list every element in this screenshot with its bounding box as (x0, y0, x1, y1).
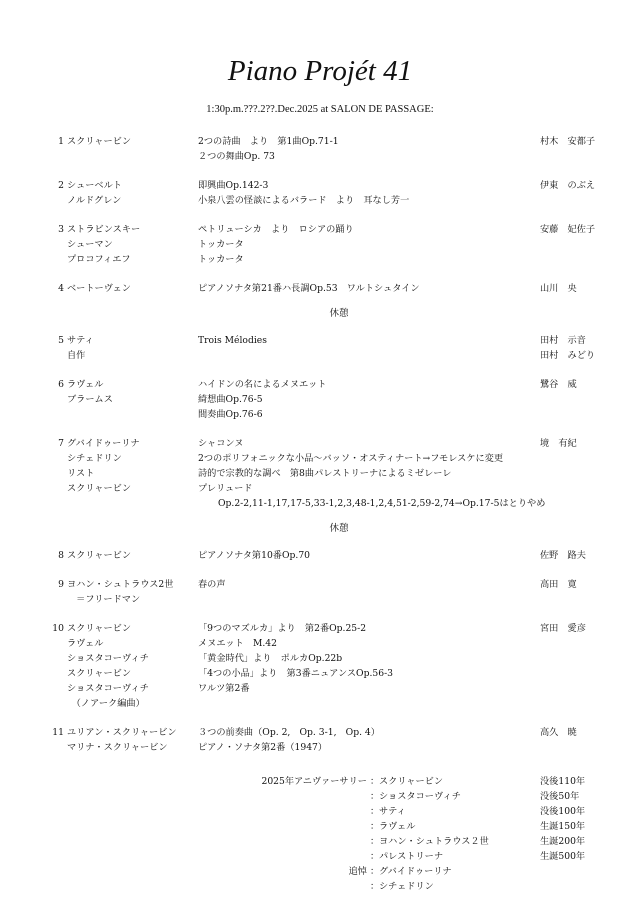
composer-name: ベートーヴェン (67, 283, 131, 294)
program-line (0, 392, 640, 407)
program-line (0, 451, 640, 466)
composer-name: シューベルト (67, 180, 122, 191)
program-entry (0, 281, 640, 296)
piece-title: ペトリューシカ より ロシアの踊り (198, 224, 354, 235)
program-line (0, 481, 640, 496)
composer-name: グバイドゥーリナ (379, 866, 452, 877)
colon-separator: ： (370, 806, 380, 817)
entry-number: 1 (58, 136, 64, 147)
performer-name: 山川 央 (540, 283, 577, 294)
composer-name: ショスタコーヴィチ (379, 791, 461, 802)
composer-name: ラヴェル (67, 379, 104, 390)
program-line (0, 621, 640, 636)
program-line (0, 178, 640, 193)
composer-name: シチェドリン (67, 453, 122, 464)
piece-title: ピアノソナタ第10番Op.70 (198, 550, 311, 561)
composer-name: プロコフィエフ (67, 254, 131, 265)
program-entry (0, 436, 640, 511)
piece-title: ハイドンの名によるメヌエット (198, 379, 327, 390)
composer-name: ＝フリードマン (67, 594, 141, 605)
composer-name: ブラームス (67, 394, 113, 405)
colon-separator: ： (370, 836, 380, 847)
composer-name: ラヴェル (379, 821, 416, 832)
anniversary-row (0, 804, 640, 819)
composer-name: （ノアーク編曲） (67, 698, 145, 709)
composer-name: スクリャービン (67, 483, 132, 494)
composer-name: スクリャービン (67, 136, 132, 147)
program-entry (0, 178, 640, 208)
program-line (0, 466, 640, 481)
anniversary-row (0, 864, 640, 879)
piece-title: 「4つの小品」より 第3番ニュアンスOp.56-3 (198, 668, 394, 679)
composer-name: ショスタコーヴィチ (67, 653, 149, 664)
anniversary-year: 没後110年 (540, 776, 586, 787)
entry-number: 8 (58, 550, 64, 561)
opus-list-note: Op.2-2,11-1,17,17-5,33-1,2,3,48-1,2,4,51-2,59-2,74→Op.17-5はとりやめ (218, 498, 546, 509)
composer-name: マリナ・スクリャービン (67, 742, 168, 753)
program-line (0, 149, 640, 164)
anniversary-row (0, 849, 640, 864)
anniversary-row (0, 789, 640, 804)
anniversary-year: 没後100年 (540, 806, 586, 817)
program-line (0, 237, 640, 252)
page-title: Piano Projét 41 (227, 55, 413, 87)
program-line (0, 281, 640, 296)
entry-number: 6 (58, 379, 64, 390)
performer-name: 高田 寛 (540, 579, 577, 590)
program-line (0, 193, 640, 208)
program-line (0, 725, 640, 740)
piece-title: 間奏曲Op.76-6 (198, 409, 263, 420)
anniversary-row (0, 774, 640, 789)
performer-name: 宮田 愛彦 (540, 623, 586, 634)
concert-date-venue: 1:30p.m.???.2??.Dec.2025 at SALON DE PASSAGE: (206, 104, 434, 115)
piece-title: Trois Mélodies (198, 335, 267, 346)
composer-name: リスト (67, 468, 95, 479)
composer-name: スクリャービン (67, 550, 132, 561)
program-entry (0, 548, 640, 563)
piece-title: メヌエット M.42 (198, 638, 277, 649)
composer-name: ユリアン・スクリャービン (67, 727, 177, 738)
composer-name: ヨハン・シュトラウス２世 (379, 836, 489, 847)
anniversary-heading: 2025年アニヴァーサリー (261, 776, 367, 787)
program-line (0, 636, 640, 651)
piece-title: ワルツ第2番 (198, 683, 250, 694)
composer-name: シチェドリン (379, 881, 434, 892)
composer-name: シューマン (67, 239, 113, 250)
piece-title: 2つの詩曲 より 第1曲Op.71-1 (198, 136, 339, 147)
anniversary-list (0, 774, 640, 894)
composer-name: スクリャービン (67, 623, 132, 634)
intermission-label: 休憩 (329, 308, 349, 319)
composer-name: サティ (379, 806, 406, 817)
program-line (0, 377, 640, 392)
colon-separator: ： (370, 821, 380, 832)
program-line (0, 222, 640, 237)
piece-title: 春の声 (198, 579, 226, 590)
program-entry (0, 333, 640, 363)
program-line (0, 577, 640, 592)
entry-number: 10 (52, 623, 64, 634)
program-line (0, 651, 640, 666)
piece-title: 即興曲Op.142-3 (198, 180, 269, 191)
anniversary-row (0, 819, 640, 834)
program-line (0, 548, 640, 563)
performer-name: 佐野 路夫 (540, 550, 586, 561)
program-list (0, 134, 640, 769)
program-line (0, 666, 640, 681)
piece-title: 小泉八雲の怪談によるバラード より 耳なし芳一 (198, 195, 410, 206)
piece-title: ピアノソナタ第21番ハ長調Op.53 ワルトシュタイン (198, 283, 420, 294)
composer-name: ストラビンスキー (67, 224, 141, 235)
program-entry (0, 621, 640, 711)
colon-separator: ： (370, 791, 380, 802)
piece-title: トッカータ (198, 239, 244, 250)
composer-name: サティ (67, 335, 94, 346)
composer-name: ヨハン・シュトラウス2世 (67, 579, 174, 590)
piece-title: 「黄金時代」より ポルカOp.22b (198, 653, 343, 664)
piece-title: シャコンヌ (198, 438, 244, 449)
composer-name: ショスタコーヴィチ (67, 683, 149, 694)
program-line (0, 134, 640, 149)
entry-number: 9 (58, 579, 64, 590)
performer-name: 伊東 のぶえ (540, 180, 596, 191)
performer-name: 高久 暁 (540, 727, 577, 738)
anniversary-year: 没後50年 (540, 791, 580, 802)
composer-name: ノルドグレン (67, 195, 122, 206)
colon-separator: ： (370, 881, 380, 892)
composer-name: グバイドゥーリナ (67, 438, 140, 449)
piece-title: ３つの前奏曲（Op. 2, Op. 3-1, Op. 4） (198, 727, 380, 738)
program-line (0, 333, 640, 348)
program-line (0, 696, 640, 711)
anniversary-year: 生誕200年 (540, 836, 586, 847)
colon-separator: ： (370, 776, 380, 787)
anniversary-row (0, 834, 640, 849)
anniversary-year: 生誕150年 (540, 821, 586, 832)
piece-title: 綺想曲Op.76-5 (198, 394, 263, 405)
program-entry (0, 377, 640, 422)
performer-name: 田村 示音 (540, 335, 586, 346)
piece-title: ２つの舞曲Op. 73 (198, 151, 275, 162)
program-line (0, 348, 640, 363)
performer-name: 鷺谷 威 (540, 379, 577, 390)
program-line (0, 592, 640, 607)
entry-number: 5 (58, 335, 64, 346)
anniversary-row (0, 879, 640, 894)
entry-number: 3 (58, 224, 64, 235)
composer-name: 自作 (67, 350, 86, 361)
program-entry (0, 725, 640, 755)
anniversary-heading: 追悼 (348, 866, 367, 877)
program-entry (0, 577, 640, 607)
performer-name: 安藤 妃佐子 (540, 224, 596, 235)
entry-number: 11 (52, 727, 64, 738)
entry-number: 4 (58, 283, 64, 294)
piece-title: ピアノ・ソナタ第2番（1947） (198, 742, 328, 753)
composer-name: パレストリーナ (379, 851, 444, 862)
program-line (0, 252, 640, 267)
program-line (0, 740, 640, 755)
composer-name: スクリャービン (379, 776, 444, 787)
colon-separator: ： (370, 851, 380, 862)
program-entry (0, 134, 640, 164)
performer-name: 田村 みどり (540, 350, 596, 361)
piece-title: トッカータ (198, 254, 244, 265)
performer-name: 境 有紀 (540, 438, 577, 449)
composer-name: ラヴェル (67, 638, 104, 649)
performer-name: 村木 安都子 (540, 136, 596, 147)
program-note (0, 496, 640, 511)
piece-title: 詩的で宗教的な調べ 第8曲パレストリーナによるミゼレーレ (198, 468, 452, 479)
colon-separator: ： (370, 866, 380, 877)
anniversary-year: 生誕500年 (540, 851, 586, 862)
piece-title: プレリュード (198, 483, 253, 494)
program-entry (0, 222, 640, 267)
program-line (0, 436, 640, 451)
intermission-label: 休憩 (329, 523, 349, 534)
piece-title: 「9つのマズルカ」より 第2番Op.25-2 (198, 623, 367, 634)
entry-number: 7 (58, 438, 64, 449)
composer-name: スクリャービン (67, 668, 132, 679)
entry-number: 2 (58, 180, 64, 191)
piece-title: 2つのポリフォニックな小品～バッソ・オスティナート→フモレスケに変更 (198, 453, 504, 464)
program-line (0, 681, 640, 696)
program-line (0, 407, 640, 422)
